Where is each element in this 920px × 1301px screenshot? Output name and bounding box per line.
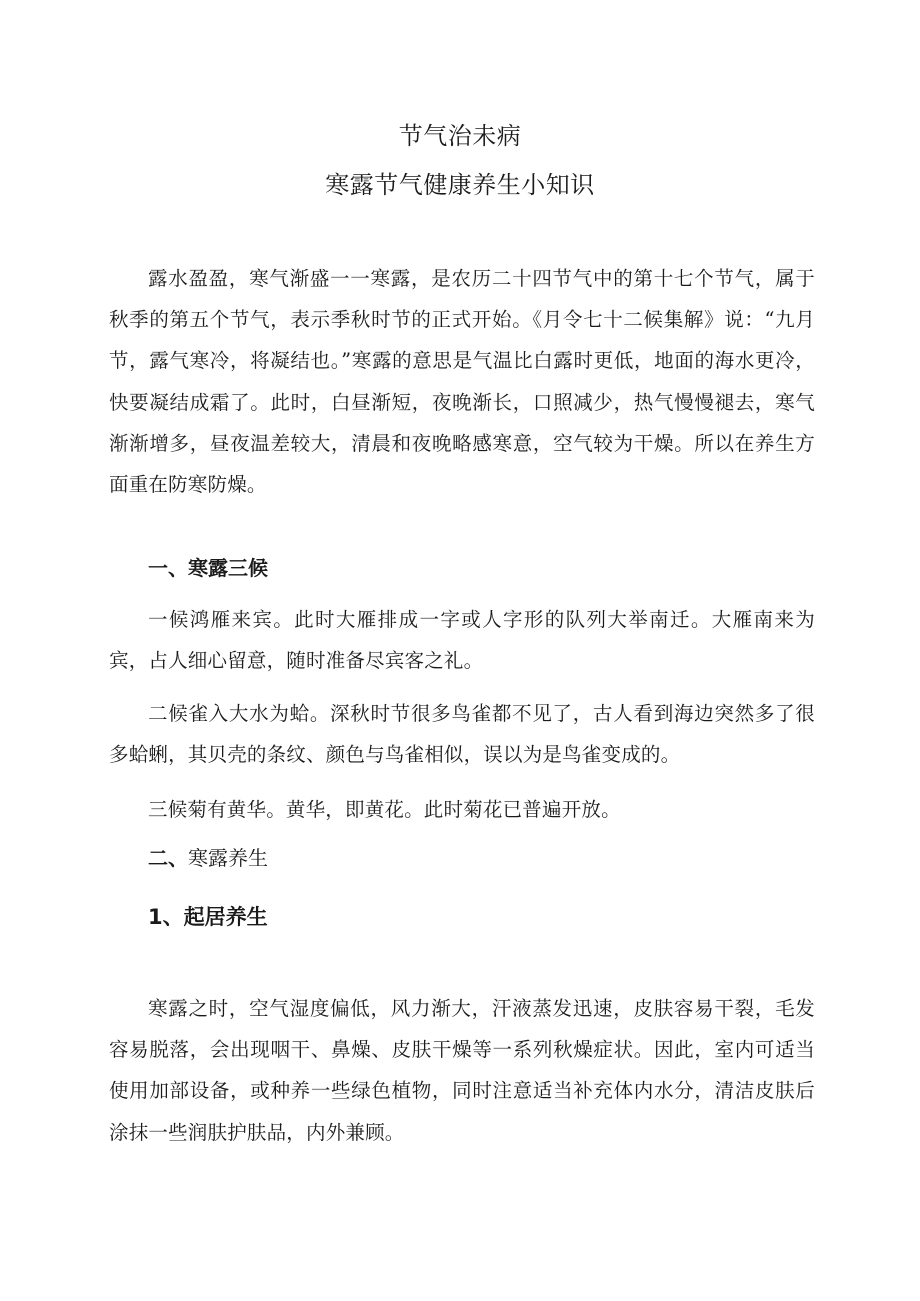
section-heading-yangsheng bbox=[148, 843, 268, 873]
document-subtitle: 寒露节气健康养生小知识 bbox=[325, 171, 595, 199]
paragraph-hou1: 一候鸿雁来宾。此时大雁排成一字或人字形的队列大举南迁。大雁南来为宾，占人细心留意，随时准备尽宾客之礼。 bbox=[109, 608, 815, 673]
paragraph-hou2: 二候雀入大水为蛤。深秋时节很多鸟雀都不见了，古人看到海边突然多了很多蛤蜊，其贝壳的条纹、颜色与鸟雀相似，误以为是鸟雀变成的。 bbox=[109, 702, 815, 767]
subsection-heading-qiju: 1、起居养生 bbox=[148, 905, 268, 929]
paragraph-hou3: 三候菊有黄华。黄华，即黄花。此时菊花已普遍开放。 bbox=[148, 798, 621, 821]
section-heading-number: 二、 bbox=[148, 846, 188, 870]
intro-paragraph: 露水盈盈，寒气渐盛一一寒露，是农历二十四节气中的第十七个节气，属于秋季的第五个节气，表示季秋时节的正式开始。《月令七十二候集解》说：“九月节，露气寒冷，将凝结也。”寒露的意思是气温比白露时更低，地面的海水更冷，快要凝结成霜了。此时，白昼渐短，夜晚渐长，口照减少，热气慢慢褪去，寒气渐渐增多，昼夜温差较大，清晨和夜晚略感寒意，空气较为干燥。所以在养生方面重在防寒防燥。 bbox=[109, 267, 815, 497]
paragraph-qiju: 寒露之时，空气湿度偏低，风力渐大，汗液蒸发迅速，皮肤容易干裂，毛发容易脱落，会出现咽干、鼻燥、皮肤干燥等一系列秋燥症状。因此，室内可适当使用加部设备，或种养一些绿色植物，同时注意适当补充体内水分，清洁皮肤后涂抹一些润肤护肤品，内外兼顾。 bbox=[109, 997, 815, 1144]
section-heading-sanhou: 一、寒露三候 bbox=[148, 556, 268, 580]
document-title: 节气治未病 bbox=[398, 122, 522, 150]
section-heading-text: 寒露养生 bbox=[188, 846, 268, 870]
